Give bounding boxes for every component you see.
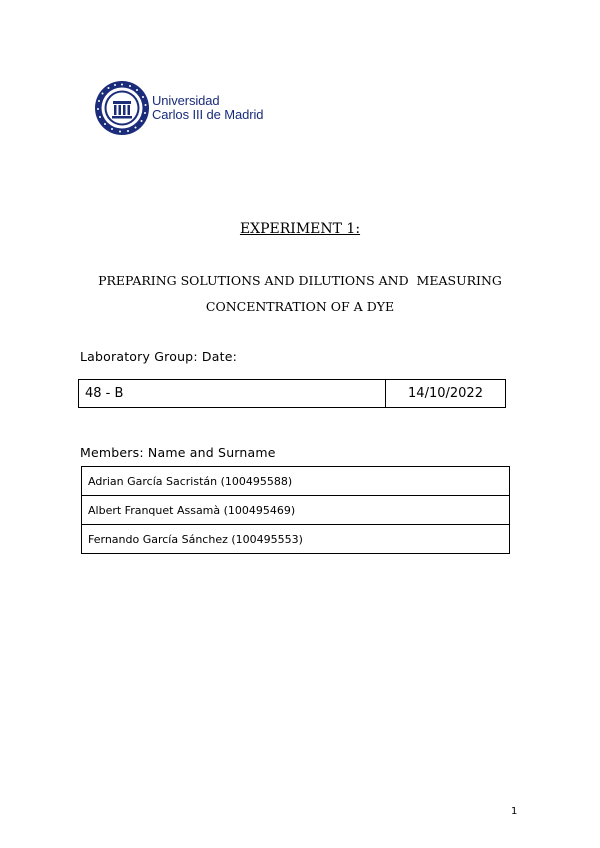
table-row <box>82 496 510 525</box>
university-seal-logo <box>93 80 151 136</box>
table-row <box>79 380 506 408</box>
university-name-line1: Universidad <box>152 93 220 108</box>
university-name-line2: Carlos III de Madrid <box>152 107 264 122</box>
member-cell: Adrian García Sacristán (100495588) <box>82 467 510 496</box>
university-name <box>152 94 263 122</box>
lab-group-table <box>78 379 506 408</box>
subtitle-line1: PREPARING SOLUTIONS AND DILUTIONS AND MEASURING <box>98 273 502 288</box>
date-cell: 14/10/2022 <box>386 380 506 408</box>
group-cell: 48 - B <box>79 380 386 408</box>
members-table <box>81 466 510 554</box>
table-row <box>82 467 510 496</box>
page-subtitle <box>60 268 540 320</box>
member-cell: Fernando García Sánchez (100495553) <box>82 525 510 554</box>
subtitle-line2: CONCENTRATION OF A DYE <box>205 299 395 314</box>
table-row <box>82 525 510 554</box>
member-cell: Albert Franquet Assamà (100495469) <box>82 496 510 525</box>
page-title: EXPERIMENT 1: <box>239 221 361 237</box>
page-number: 1 <box>511 806 518 817</box>
lab-group-label: Laboratory Group: Date: <box>80 349 237 364</box>
members-label: Members: Name and Surname <box>80 445 276 460</box>
